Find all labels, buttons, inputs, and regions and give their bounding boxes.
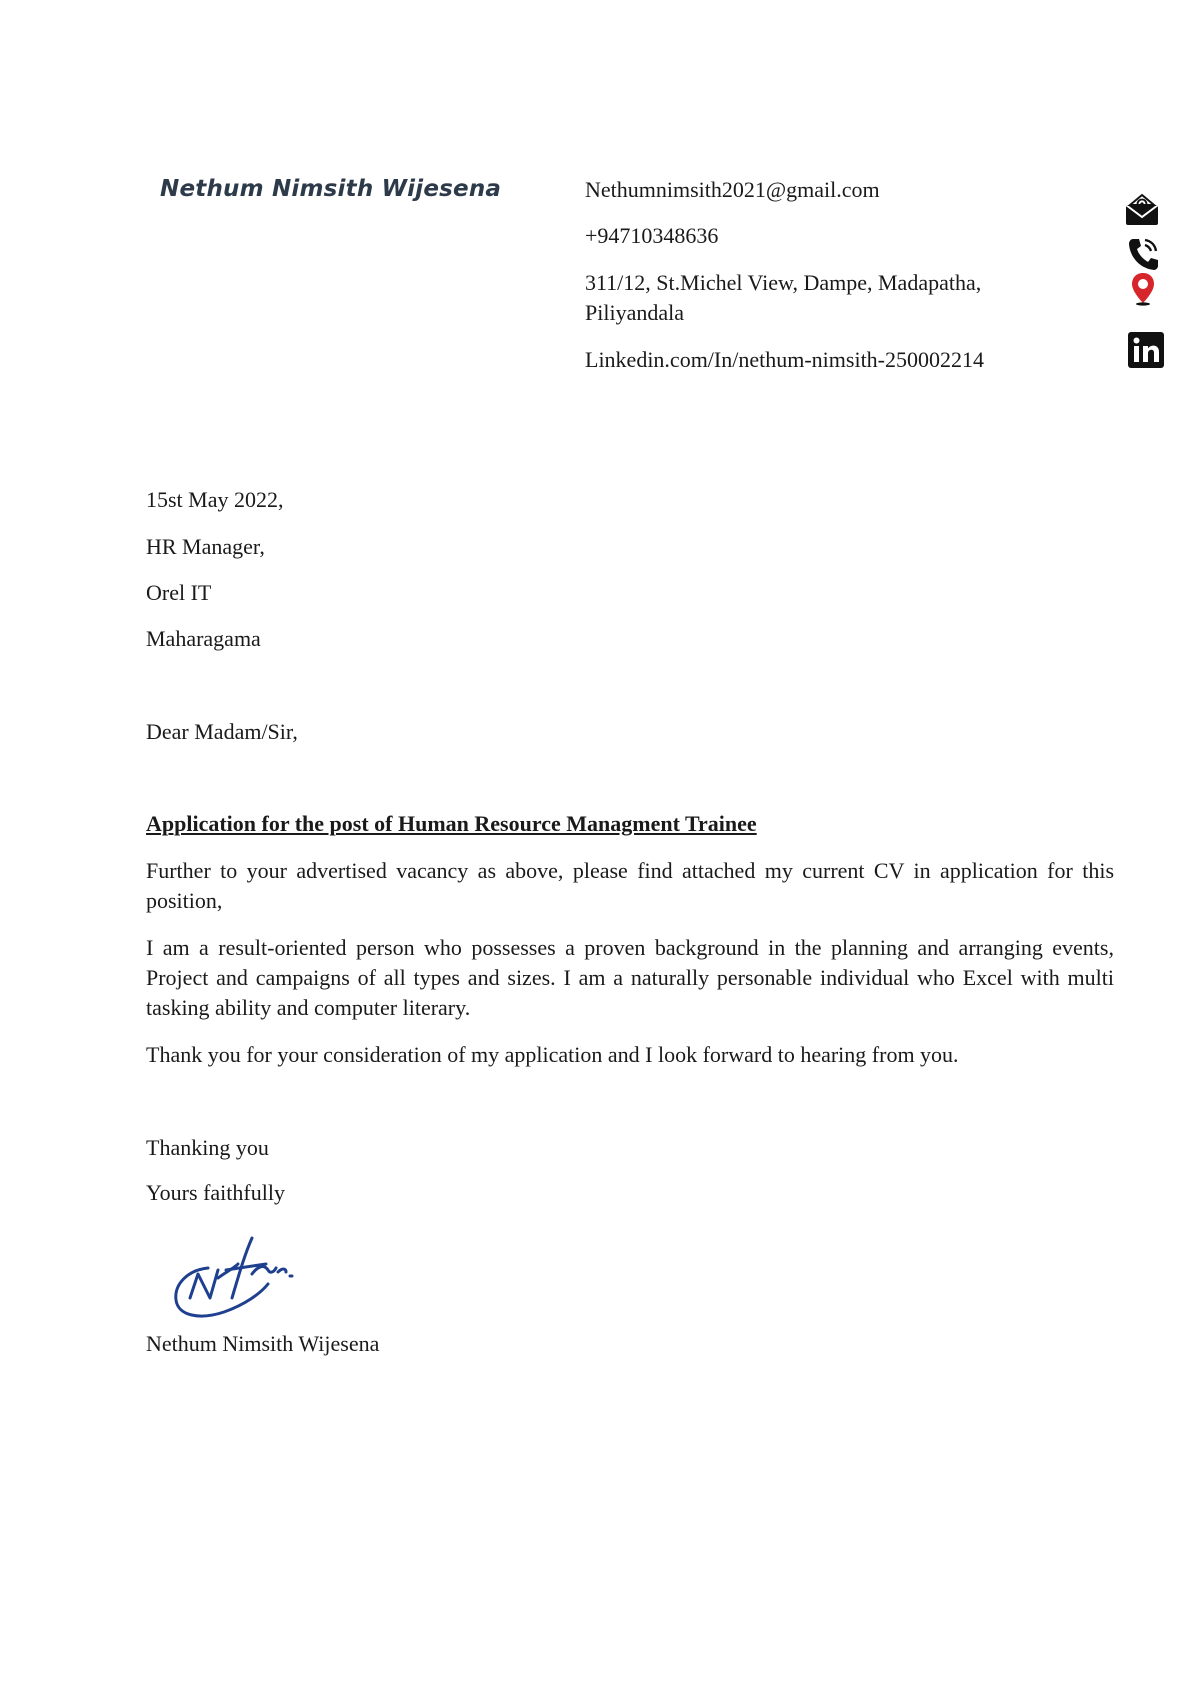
signature-image bbox=[168, 1228, 308, 1324]
linkedin-icon bbox=[1128, 332, 1164, 368]
salutation: Dear Madam/Sir, bbox=[146, 719, 298, 744]
signatory-name: Nethum Nimsith Wijesena bbox=[146, 1331, 380, 1356]
recipient-company: Orel IT bbox=[146, 580, 212, 605]
recipient-city: Maharagama bbox=[146, 626, 261, 651]
body-paragraph-1: Further to your advertised vacancy as above, please find attached my current CV in application for this position, bbox=[146, 858, 1114, 913]
closing-valediction: Yours faithfully bbox=[146, 1180, 285, 1205]
sender-name: Nethum Nimsith Wijesena bbox=[160, 176, 502, 202]
contact-address-line-1: 311/12, St.Michel View, Dampe, Madapatha, bbox=[585, 270, 982, 295]
contact-phone: +94710348636 bbox=[585, 223, 719, 248]
location-pin-icon bbox=[1130, 272, 1156, 306]
letter-subject: Application for the post of Human Resource Managment Trainee bbox=[146, 811, 757, 836]
recipient-title: HR Manager, bbox=[146, 534, 265, 559]
email-icon bbox=[1124, 193, 1160, 227]
closing-thanks: Thanking you bbox=[146, 1135, 269, 1160]
phone-icon bbox=[1126, 236, 1160, 272]
contact-email: Nethumnimsith2021@gmail.com bbox=[585, 177, 880, 202]
contact-address-line-2: Piliyandala bbox=[585, 300, 684, 325]
contact-linkedin: Linkedin.com/In/nethum-nimsith-250002214 bbox=[585, 347, 985, 372]
body-paragraph-3: Thank you for your consideration of my application and I look forward to hearing from you. bbox=[146, 1042, 959, 1067]
letter-date: 15st May 2022, bbox=[146, 487, 284, 512]
body-paragraph-2: I am a result-oriented person who possesses a proven background in the planning and arranging events, Project and campaigns of all types and sizes. I am a naturally personable individual who Excel with multi tasking ability and computer literary. bbox=[146, 935, 1114, 1020]
